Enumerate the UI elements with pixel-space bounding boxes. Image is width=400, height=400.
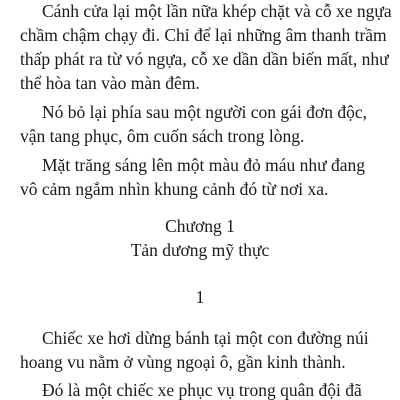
paragraph-1-line-2: chầm chậm chạy đi. Chỉ để lại những âm thanh trầm xyxy=(20,25,387,45)
paragraph-2-line-2: vận tang phục, ôm cuốn sách trong lòng. xyxy=(20,126,305,146)
paragraph-1-line-1: Cánh cửa lại một lần nữa khép chặt và cỗ xe ngựa xyxy=(42,1,392,21)
paragraph-3-line-2: vô cảm ngắm nhìn khung cảnh đó từ nơi xa. xyxy=(20,179,329,199)
section-number: 1 xyxy=(195,287,205,307)
paragraph-2-line-1: Nó bỏ lại phía sau một người con gái đơn độc, xyxy=(42,102,367,122)
paragraph-1-line-3: thấp phát ra từ vó ngựa, cỗ xe dần dần biến mất, như xyxy=(20,49,389,69)
chapter-heading: Chương 1 xyxy=(165,216,235,236)
paragraph-5-line-1: Đó là một chiếc xe phục vụ trong quân đội đã xyxy=(42,380,362,400)
paragraph-4-line-2: hoang vu nằm ở vùng ngoại ô, gần kinh thành. xyxy=(20,352,346,372)
paragraph-1-line-4: thể hòa tan vào màn đêm. xyxy=(20,73,200,93)
paragraph-4-line-1: Chiếc xe hơi dừng bánh tại một con đường núi xyxy=(42,328,369,348)
chapter-title: Tản dương mỹ thực xyxy=(130,240,270,260)
paragraph-3-line-1: Mặt trăng sáng lên một màu đỏ máu như đang xyxy=(42,155,365,175)
